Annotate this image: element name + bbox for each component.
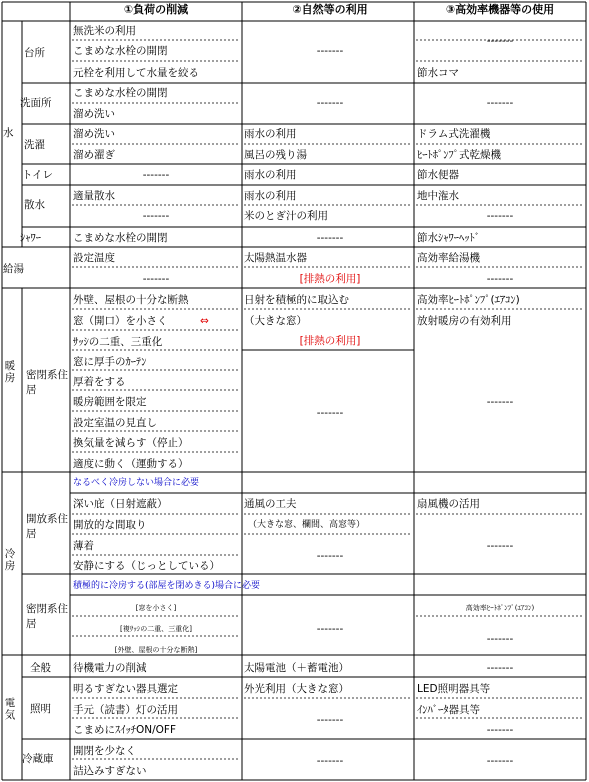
category-electricity: 電気: [4, 697, 16, 721]
cell-text: 雨水の利用: [244, 169, 297, 181]
cell-text: 雨水の利用: [244, 190, 297, 202]
sub-lighting: 照明: [30, 703, 51, 715]
header-natural-use: ②自然等の利用: [292, 3, 368, 16]
cell-text: 太陽熱温水器: [244, 252, 307, 264]
empty-cell-dash: -------: [486, 210, 514, 222]
cell-text: 高効率ﾋｰﾄﾎﾟﾝﾌﾟ(ｴｱｺﾝ): [465, 604, 535, 612]
cell-text: ｻｯｼの二重、三重化: [73, 336, 163, 348]
cell-text: 雨水の利用: [244, 128, 297, 140]
cell-text: [外壁、屋根の十分な断熱]: [114, 646, 198, 654]
cell-text: こまめな水栓の開閉: [73, 87, 168, 99]
cell-text: 通風の工夫: [244, 498, 297, 510]
cell-text: 米のとぎ汁の利用: [244, 210, 328, 222]
sub-kitchen: 台所: [24, 47, 45, 59]
cell-text: 厚着をする: [73, 376, 126, 388]
cell-text: 適度に動く（運動する）: [73, 458, 189, 470]
empty-cell-dash: -------: [316, 714, 344, 726]
cell-text: （大きな窓）: [244, 315, 307, 327]
cell-text: 明るすぎない器具選定: [73, 683, 178, 695]
sub-shower: ｼｬﾜｰ: [20, 232, 41, 244]
cell-text: 開閉を少なく: [73, 745, 136, 757]
sub-closed-house-cooling: 密閉系住居: [26, 603, 68, 630]
empty-cell-dash: -------: [486, 97, 514, 109]
cell-text: 詰込みすぎない: [73, 765, 147, 777]
exhaust-heat-note: [排熱の利用]: [299, 335, 361, 347]
cell-text: 節水便器: [417, 169, 459, 181]
empty-cell-dash: -------: [486, 724, 514, 736]
cell-text: 節水コマ: [417, 67, 459, 79]
cell-text: 窓（開口）を小さく: [73, 315, 168, 327]
cell-text: 手元（読書）灯の活用: [73, 704, 178, 716]
empty-cell-dash: -------: [486, 540, 514, 552]
category-hot-water: 給湯: [3, 263, 24, 275]
empty-cell-dash: -------: [316, 623, 344, 635]
category-cooling: 冷房: [4, 548, 16, 572]
cell-text: 風呂の残り湯: [244, 149, 307, 161]
empty-cell-dash: -------: [316, 550, 344, 562]
exhaust-heat-note: [排熱の利用]: [299, 273, 361, 285]
cell-text: 高効率ﾋｰﾄﾎﾟﾝﾌﾟ(ｴｱｺﾝ): [417, 294, 520, 306]
cell-text: 暖房範囲を限定: [73, 396, 147, 408]
cell-text: 地中潅水: [417, 190, 459, 202]
cell-text: 無洗米の利用: [73, 25, 136, 37]
cell-text: 開放的な間取り: [73, 519, 147, 531]
cell-text: 溜め洗い: [73, 128, 115, 140]
empty-cell-dash: -------: [486, 396, 514, 408]
cell-text: 設定室温の見直し: [73, 417, 157, 429]
cell-text: 窓に厚手のｶｰﾃﾝ: [73, 356, 147, 368]
empty-cell-dash: -------: [486, 273, 514, 285]
cell-text: 太陽電池（＋蓄電池）: [244, 662, 349, 674]
cell-text: こまめな水栓の開閉: [73, 45, 168, 57]
cell-text: こまめな水栓の開閉: [73, 232, 168, 244]
cell-text: 高効率給湯機: [417, 252, 480, 264]
empty-cell-dash: -------: [316, 97, 344, 109]
condition-note: なるべく冷房しない場合に必要: [73, 478, 200, 488]
sub-laundry: 洗濯: [24, 139, 45, 151]
cell-text: 換気量を減らす（停止）: [73, 437, 189, 449]
empty-cell-dash: -------: [142, 169, 170, 181]
cell-text: 安静にする（じっとしている）: [73, 560, 220, 572]
category-water: 水: [3, 127, 14, 139]
cell-text: 適量散水: [73, 190, 115, 202]
cell-text: ｲﾝﾊﾞｰﾀ器具等: [417, 704, 480, 716]
empty-cell-dash: -------: [142, 210, 170, 222]
sub-general: 全般: [30, 662, 51, 674]
sub-open-house: 開放系住居: [26, 513, 68, 540]
empty-cell-dash: -------: [316, 232, 344, 244]
cell-text: [窓を小さく]: [135, 604, 177, 612]
cell-text: 節水ｼｬﾜｰﾍｯﾄﾞ: [417, 232, 480, 244]
cell-text: 外壁、屋根の十分な断熱: [73, 294, 189, 306]
empty-cell-dash: -------: [316, 407, 344, 419]
empty-cell-dash: -------: [486, 633, 514, 645]
empty-cell-dash: -------: [486, 662, 514, 674]
cell-text: 深い庇（日射遮蔽）: [73, 498, 168, 510]
cell-text: 外光利用（大きな窓）: [244, 683, 349, 695]
empty-cell-dash: -------: [142, 273, 170, 285]
cell-text: 薄着: [73, 540, 94, 552]
cell-text: 溜め洗い: [73, 108, 115, 120]
cell-text: 日射を積極的に取込む: [244, 294, 349, 306]
cell-text: 元栓を利用して水量を絞る: [73, 67, 199, 79]
cell-text: [複ｻｯｼの二重、三重化]: [120, 625, 192, 633]
cell-text: 放射暖房の有効利用: [417, 315, 512, 327]
empty-cell-dash: -------: [316, 755, 344, 767]
cell-text: LED照明器具等: [417, 683, 491, 695]
header-load-reduction: ①負荷の削減: [123, 3, 189, 16]
condition-note: 積極的に冷房する(部屋を閉めきる)場合に必要: [73, 581, 261, 591]
sub-closed-house-heating: 密閉系住居: [26, 369, 68, 396]
empty-cell-dash: -------: [316, 45, 344, 57]
cell-text: ﾋｰﾄﾎﾟﾝﾌﾟ式乾燥機: [417, 149, 501, 161]
sub-refrigerator: 冷蔵庫: [22, 753, 54, 765]
sub-toilet: トイレ: [22, 169, 53, 181]
sub-washroom: 洗面所: [20, 97, 52, 109]
cell-text: 扇風機の活用: [417, 498, 480, 510]
cell-text: 溜め濯ぎ: [73, 149, 115, 161]
cell-text: 設定温度: [73, 252, 115, 264]
header-efficient-equipment: ③高効率機器等の使用: [445, 3, 555, 16]
cell-text: 待機電力の削減: [73, 662, 147, 674]
empty-cell-dash: -------: [486, 35, 514, 47]
cell-text: ドラム式洗濯機: [417, 128, 491, 140]
sub-watering: 散水: [24, 199, 45, 211]
cell-text: （大きな窓、欄間、高窓等）: [248, 520, 366, 530]
empty-cell-dash: -------: [486, 755, 514, 767]
tradeoff-arrow-icon: ⇔: [200, 315, 209, 327]
cell-text: こまめにｽｲｯﾁON/OFF: [73, 724, 177, 736]
category-heating: 暖房: [4, 360, 16, 384]
